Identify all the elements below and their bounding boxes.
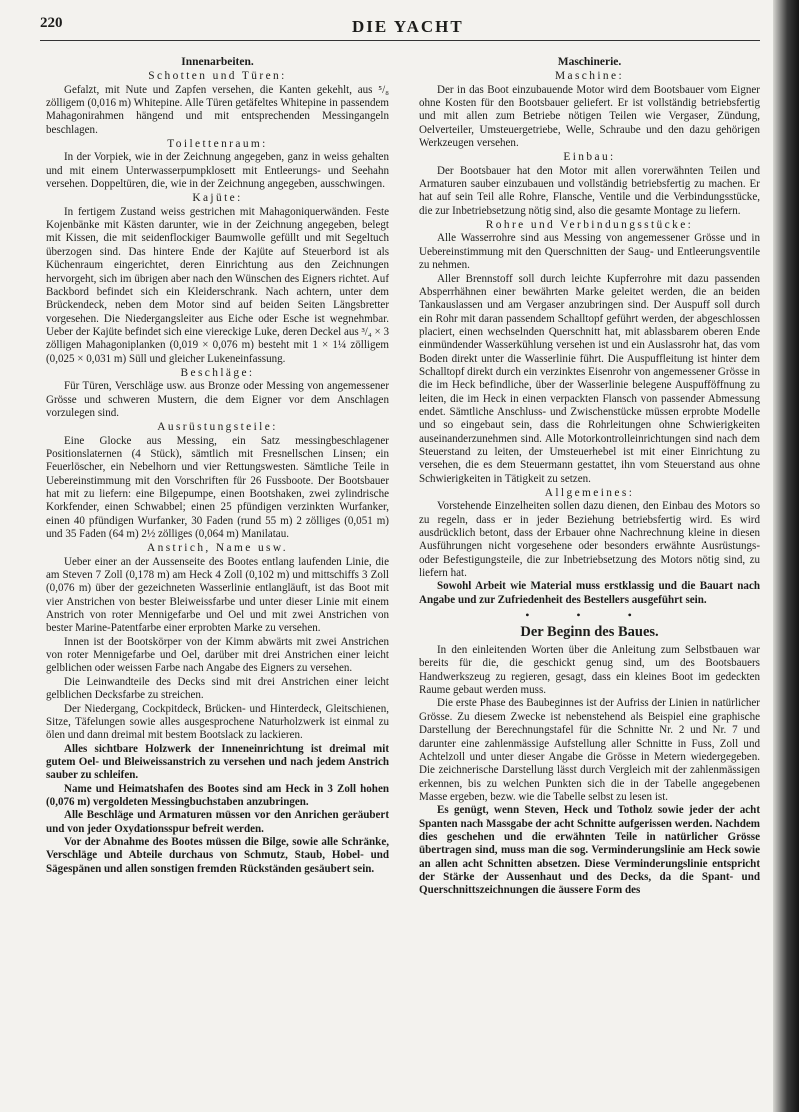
paragraph: Innen ist der Bootskörper von der Kimm abwärts mit zwei Anstrichen von roter Mennigefarbe und Oel, darüber mit drei Anstrichen einer leicht gelblichen oder weissen Farbe nach Angabe des Eigners zu versehen. bbox=[46, 635, 389, 675]
subheading: Beschläge: bbox=[180, 366, 255, 379]
paragraph: Ueber einer an der Aussenseite des Bootes entlang laufenden Linie, die am Steven 7 Zoll (0,178 m) am Heck 4 Zoll (0,102 m) und mittschiffs 3 Zoll (0,076 m) über der gezeichneten Wasserlinie entlangläuft, ist das Boot mit vier Anstrichen von bester Bleiweissfarbe und unter dieser Linie mit einem Anstrich von roter Mennigefarbe und Oel und mit zwei Anstrichen von bester Marine-Patentfarbe einer erprobten Marke zu versehen. bbox=[46, 555, 389, 635]
paragraph: Sowohl Arbeit wie Material muss erstklassig und die Bauart nach Angabe und zur Zufriedenheit des Bestellers ausgeführt sein. bbox=[419, 580, 760, 606]
subheading: Maschine: bbox=[554, 70, 625, 83]
book-spine-shadow bbox=[773, 0, 799, 1112]
paragraph: Die erste Phase des Baubeginnes ist der Aufriss der Linien in natürlicher Grösse. Zu diesem Zwecke ist nebenstehend als Beispiel eine graphische Darstellung der Berechnungstafel für die Schnitte Nr. 2 und Nr. 7 und darunter eine zahlenmässige Aufstellung aller Schnitte in Fuss, Zoll und Achtelzoll und unter dieser Angabe die Grösse in Metern wiedergegeben. Die zeichnerische Darstellung lässt durch Vergleich mit der zahlenmässigen erkennen, bis zu welchen Punkten sich die in der Tabelle angegebenen Masse ergeben, bezw. wie die Tabelle selbst zu lesen ist. bbox=[419, 697, 760, 803]
subheading: Kajüte: bbox=[192, 192, 243, 205]
left-column bbox=[46, 50, 389, 876]
subheading: Schotten und Türen: bbox=[148, 70, 287, 83]
paragraph: Alles sichtbare Holzwerk der Inneneinrichtung ist dreimal mit gutem Oel- und Bleiweissanstrich zu versehen und nach jedem Anstrich sauber zu schleifen. bbox=[46, 742, 389, 782]
paragraph: Der Niedergang, Cockpitdeck, Brücken- und Hinterdeck, Gleitschienen, Sitze, Täfelungen sowie alles ausgesprochene Naturholzwerk ist einmal zu ölen und dann dreimal mit bestem Bootslack zu lackieren. bbox=[46, 702, 389, 742]
running-title: DIE YACHT bbox=[352, 17, 464, 36]
section-ornament: • • • bbox=[525, 608, 654, 623]
page-number: 220 bbox=[40, 15, 63, 31]
paragraph: In fertigem Zustand weiss gestrichen mit Mahagoniquerwänden. Feste Kojenbänke mit Kästen darunter, wie in der Zeichnung angegeben, belegt mit Kissen, die mit seidenflockiger Baumwolle gefüllt und mit Segeltuch überzogen sind. Das hintere Ende der Kajüte auf Steuerbord ist als Küchenraum eingerichtet, deren Einrichtung aus den Zeichnungen hervorgeht, sich im übrigen aber nach den Wünschen des Eigners richtet. Auf Backbord befindet sich ein Kleiderschrank. Nach achtern, unter dem Brückendeck, neben dem Motor sind auf beiden Seiten Längsbretter vorgesehen. Die Niedergangsleiter aus Eiche oder Esche ist wegnehmbar. Ueber der Kajüte befindet sich eine viereckige Luke, deren Deckel aus ³/₄ × 3 zölligen Mahagoniplanken (0,019 × 0,076 m) besteht mit 1 × 1¼ zölligem (0,025 × 0,031 m) Süll und gleicher Lukeneinfassung. bbox=[46, 205, 389, 365]
paragraph: Vorstehende Einzelheiten sollen dazu dienen, den Einbau des Motors so zu regeln, dass er in jeder Beziehung betriebsfertig wird. Es wird ausdrücklich betont, dass der Erbauer ohne Nachrechnung kleine in diesen Ausführungen nicht vorgesehene oder besonders erwähnte Ausrüstungs- oder Befestigungsteile, die zur Inbetriebsetzung des Motors nötig sind, zu liefern hat. bbox=[419, 500, 760, 580]
paragraph: Der in das Boot einzubauende Motor wird dem Bootsbauer vom Eigner ohne Kosten für den Bootsbauer geliefert. Er ist vollständig betriebsfertig und mit allen zum Betriebe nötigen Teilen wie Vergaser, Zündung, Oelverteiler, Umsteuergetriebe, Welle, Schraube und den dazu gehörigen Werkzeugen versehen. bbox=[419, 83, 760, 150]
paragraph: Für Türen, Verschläge usw. aus Bronze oder Messing von angemessener Grösse und schweren Mustern, die dem Eigner vor dem Anschlagen vorzulegen sind. bbox=[46, 380, 389, 419]
paragraph: Gefalzt, mit Nute und Zapfen versehen, die Kanten gekehlt, aus ⁵/₈ zölligem (0,016 m) Whitepine. Alle Türen getäfeltes Whitepine in passendem Mahagonirahmen hängend und mit entsprechenden Messingangeln beschlagen. bbox=[46, 83, 389, 136]
subheading: Allgemeines: bbox=[544, 487, 635, 499]
subheading: Toilettenraum: bbox=[167, 138, 268, 151]
paragraph: Es genügt, wenn Steven, Heck und Totholz sowie jeder der acht Spanten nach Massgabe der acht Schnitte aufgerissen werden. Nachdem dies geschehen und die erwähnten Teile in natürlicher Grösse übertragen sind, muss man die sog. Verminderungslinie am Heck sowie an allen acht Schnitten absetzen. Diese Verminderungslinie entspricht der Stärke der Aussenhaut und des Decks, da die Spant- und Querschnittszeichnungen die äussere Form des bbox=[419, 804, 760, 897]
section-title-maschinerie: Maschinerie. bbox=[557, 56, 622, 68]
subheading: Rohre und Verbindungsstücke: bbox=[485, 219, 694, 232]
right-column bbox=[419, 50, 760, 898]
paragraph: In der Vorpiek, wie in der Zeichnung angegeben, ganz in weiss gehalten und mit einem Unterwasserpumpklosett mit Entleerungs- und Seehahn versehen. Doppeltüren, die, wie in der Zeichnung angegeben, ausschwingen. bbox=[46, 151, 389, 191]
paragraph: Name und Heimatshafen des Bootes sind am Heck in 3 Zoll hohen (0,076 m) vergoldeten Messingbuchstaben anzubringen. bbox=[46, 782, 389, 808]
paragraph: Die Leinwandteile des Decks sind mit drei Anstrichen einer leicht gelblichen Decksfarbe zu streichen. bbox=[46, 675, 389, 702]
paragraph: Vor der Abnahme des Bootes müssen die Bilge, sowie alle Schränke, Verschläge und Abteile durchaus von Schmutz, Staub, Hobel- und Sägespänen und allen sonstigen fremden Rückständen gesäubert sein. bbox=[46, 835, 389, 875]
paragraph: Eine Glocke aus Messing, ein Satz messingbeschlagener Positionslaternen (4 Stück), sämtlich mit Fresnellschen Linsen; ein Feuerlöscher, ein Nebelhorn und vier Rettungswesten. Sämtliche Teile in Uebereinstimmung mit den Vorschriften für 26 Fussboote. Der Bootsbauer hat mit zu liefern: eine Bilgepumpe, einen Bootshaken, zwei zylindrische Korkfender, einen Schwabbel; einen 25 pfündigen verzinkten Wurfanker, einen 40 pfündigen Wurfanker, 30 Faden (rund 55 m) 2 zölliges (0,051 m) und 35 Faden (64 m) 2½ zölliges (0,064 m) Manilatau. bbox=[46, 434, 389, 541]
subheading: Anstrich, Name usw. bbox=[146, 542, 289, 555]
paragraph: Alle Beschläge und Armaturen müssen vor den Anrichen geräubert und von jeder Oxydationsspur befreit werden. bbox=[46, 809, 389, 835]
header-rule bbox=[40, 40, 760, 41]
subheading: Einbau: bbox=[563, 151, 616, 164]
paragraph: Der Bootsbauer hat den Motor mit allen vorerwähnten Teilen und Armaturen sauber einzubauen und vollständig betriebsfertig zu machen. Er hat auf sein Teil alle Rohre, Flansche, Ventile und die Verbindungsstücke, die zur Inbetriebsetzung nötig sind, also die gesamte Montage zu liefern. bbox=[419, 164, 760, 217]
paragraph: In den einleitenden Worten über die Anleitung zum Selbstbauen war bereits für die, die geschickt genug sind, um des Bootsbauers Handwerkszeug zu regieren, gesagt, dass ein kleines Boot im gedeckten Raume gebaut werden muss. bbox=[419, 644, 760, 697]
paragraph: Alle Wasserrohre sind aus Messing von angemessener Grösse und in Uebereinstimmung mit den Querschnitten der Saug- und Entleerungsventile zu nehmen. bbox=[419, 232, 760, 272]
article-title: Der Beginn des Baues. bbox=[520, 624, 659, 641]
subheading: Ausrüstungsteile: bbox=[157, 421, 278, 434]
paragraph: Aller Brennstoff soll durch leichte Kupferrohre mit dazu passenden Absperrhähnen einer bewährten Marke geleitet werden, die an beiden Tankauslassen und am Vergaser anzubringen sind. Der Auspuff soll durch ein Rohr mit daran passendem Schalltopf geführt werden, der abgeschlossen placiert, einen wechselnden Querschnitt hat, mit ablassbarem oberen Ende einmündender Wasserkühlung versehen ist und ein Auslassrohr hat, das vom Boden direkt unter die Wasserlinie führt. Die Auspuffleitung ist hinter dem Schalltopf direkt durch ein verzinktes Eisenrohr von angemessener Grösse in die im Heck befindliche, über der Wasserlinie belegene Auspufföffnung zu leiten, die im Heck in einen verpackten Flansch von passender Abmessung endet. Sämtliche Anschluss- und Zwischenstücke müssen erprobte Modelle und so eingebaut sein, dass die Rohrleitungen ohne Schwierigkeiten auseinanderzunehmen sind. Alle Motorkontrolleinrichtungen sind nach dem Steuerstand zu leiten, der Umsteuerhebel ist mit einer Einrichtung zu versehen, die es dem Steuermann gestattet, ihn vom Steuerstand aus ohne Schwierigkeiten in Tätigkeit zu setzen. bbox=[419, 272, 760, 485]
section-title-innenarbeiten: Innenarbeiten. bbox=[181, 56, 254, 68]
